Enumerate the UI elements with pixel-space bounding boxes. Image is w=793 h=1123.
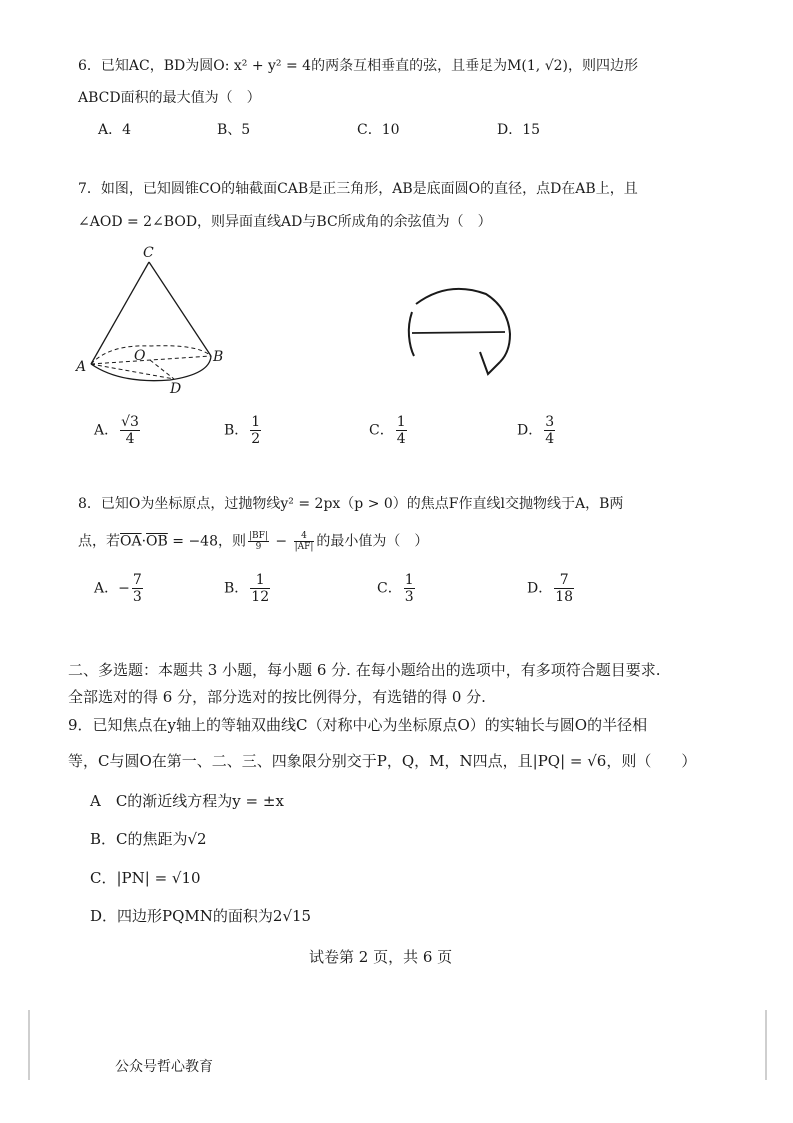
q8-option-c-letter: C． [377,580,402,597]
q7-option-a-letter: A． [94,422,119,439]
q7-option-b-den: 2 [251,431,261,447]
q7-option-d-den: 4 [545,431,555,447]
q8-option-c [377,572,417,605]
q8-frac-bf-num: |BF| [249,531,268,541]
q7-option-a-frac [120,414,140,447]
q8-option-b-letter: B． [224,580,249,597]
q8-text-a: 点，若 [78,533,120,550]
q7-option-b-letter: B． [224,422,249,439]
q8-frac-af-den: |AF| [294,542,314,552]
q9-option-a: A C的渐近线方程为y = ±x [90,792,284,810]
section2-heading-line2: 全部选对的得 6 分，部分选对的按比例得分，有选错的得 0 分. [68,688,486,706]
q8-option-a-num: 7 [132,572,142,588]
label-o: O [134,348,146,364]
q7-option-d-letter: D． [517,422,543,439]
q8-option-c-frac [404,572,415,605]
q7-option-d-frac [544,414,555,447]
q7-option-a-den: 4 [125,431,135,447]
q9-option-c: C．|PN| = √10 [90,869,201,887]
q7-option-b [224,414,263,447]
q7-option-c-num: 1 [396,414,406,430]
circle-sketch [396,282,516,382]
q8-text-b: = −48，则 [167,533,246,550]
q8-minus: − [270,533,292,550]
watermark-text: 公众号哲心教育 [115,1059,213,1075]
q8-stem-line2 [78,531,428,552]
q8-option-d [527,572,576,605]
vector-ob: $\overline{OB}$ [146,533,168,550]
q8-option-c-num: 1 [404,572,414,588]
label-c: C [143,245,154,261]
q6-option-b: B、5 [217,122,251,138]
q7-option-b-num: 1 [251,414,261,430]
q7-option-c-letter: C． [369,422,394,439]
q8-option-d-den: 18 [555,589,574,605]
vector-oa: $\overline{OA}$ [120,533,142,550]
q8-frac-af [294,531,315,552]
q8-option-a-den: 3 [132,589,142,605]
q6-option-a: A．4 [98,122,132,138]
q8-option-d-frac [554,572,574,605]
q8-frac-af-num: 4 [294,531,315,542]
label-d: D [170,381,182,397]
q8-option-b-frac [250,572,270,605]
q7-stem-line2: ∠AOD = 2∠BOD，则异面直线AD与BC所成角的余弦值为（ ） [78,214,492,230]
q9-stem-line2: 等，C与圆O在第一、二、三、四象限分别交于P，Q，M，N四点，且|PQ| = √6，则（ ） [68,752,697,770]
q9-stem-line1: 9．已知焦点在y轴上的等轴双曲线C（对称中心为坐标原点O）的实轴长与圆O的半径相 [68,716,648,734]
q8-option-b-den: 12 [251,589,270,605]
q8-frac-bf [248,531,269,552]
q7-option-c-den: 4 [396,431,406,447]
q8-stem-line1: 8．已知O为坐标原点，过抛物线y² = 2px（p > 0）的焦点F作直线l交抛物线于A，B两 [78,496,624,512]
q8-text-c: 的最小值为（ ） [316,533,429,550]
q8-option-a [94,572,145,605]
q8-option-c-den: 3 [404,589,414,605]
q7-option-a-num: √3 [121,414,139,430]
q8-option-a-letter: A． [94,580,119,597]
q8-option-a-sign: − [118,580,130,597]
q6-stem-line1: 6．已知AC，BD为圆O: x² + y² = 4的两条互相垂直的弦，且垂足为M(1, √2)，则四边形 [78,58,638,74]
q7-option-c [369,414,409,447]
dot-operator: · [141,533,147,550]
q9-option-b: B．C的焦距为√2 [90,830,207,848]
q8-frac-bf-den: 9 [255,542,262,552]
q6-option-d: D．15 [497,122,541,138]
q7-stem-line1: 7．如图，已知圆锥CO的轴截面CAB是正三角形，AB是底面圆O的直径，点D在AB上，且 [78,181,638,197]
q8-option-b [224,572,272,605]
section2-heading-line1: 二、多选题：本题共 3 小题，每小题 6 分. 在每小题给出的选项中，有多项符合题目要求. [68,661,661,679]
q7-option-c-frac [396,414,407,447]
q8-option-d-num: 7 [554,572,574,589]
scan-edge-left [28,1010,30,1080]
scan-edge-right [765,1010,767,1080]
q8-option-b-num: 1 [250,572,270,589]
q7-option-d [517,414,557,447]
q8-option-a-frac [132,572,143,605]
q6-stem-line2: ABCD面积的最大值为（ ） [78,90,261,106]
q6-option-c: C．10 [357,122,400,138]
cone-figure [70,240,230,400]
page-footer: 试卷第 2 页，共 6 页 [309,948,453,966]
q9-option-d: D．四边形PQMN的面积为2√15 [90,907,312,925]
q8-option-d-letter: D． [527,580,553,597]
q7-option-d-num: 3 [545,414,555,430]
q7-option-b-frac [250,414,261,447]
q7-option-a [94,414,142,447]
label-b: B [213,349,224,365]
label-a: A [76,359,87,375]
